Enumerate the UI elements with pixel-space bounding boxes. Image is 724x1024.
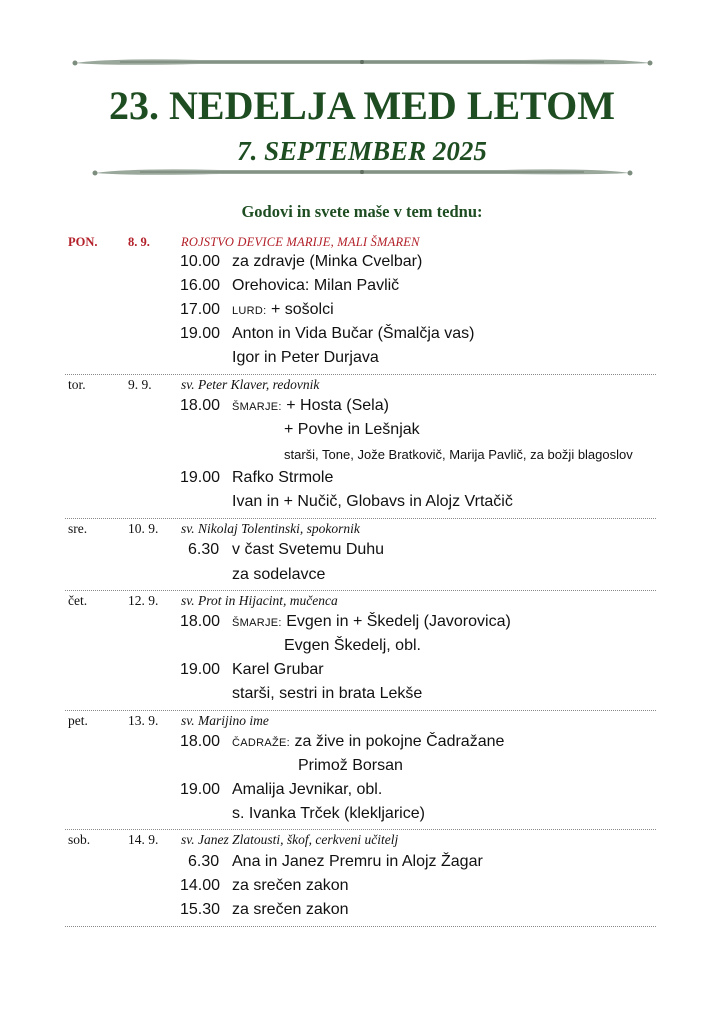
day-date: 9. 9.: [128, 377, 152, 392]
mass-intention: starši, Tone, Jože Bratkovič, Marija Pavlič, za božji blagoslov: [284, 447, 633, 462]
feast-name: sv. Peter Klaver, redovnik: [181, 377, 320, 392]
mass-intention: + Povhe in Lešnjak: [284, 421, 420, 438]
feast-name: sv. Prot in Hijacint, mučenca: [181, 593, 338, 608]
mass-time: 6.30: [188, 541, 220, 558]
mass-intention: Ana in Janez Premru in Alojz Žagar: [232, 853, 483, 870]
top-ornament-divider: [0, 52, 724, 72]
day-date: 12. 9.: [128, 593, 159, 608]
day-label: tor.: [68, 377, 86, 392]
mass-intention: + Hosta (Sela): [286, 397, 389, 414]
mass-intention: za žive in pokojne Čadražane: [294, 733, 505, 750]
mass-intention: Igor in Peter Durjava: [232, 349, 379, 366]
mass-time: 19.00: [180, 469, 221, 486]
mass-intention: Primož Borsan: [298, 757, 403, 774]
mass-location: ŠMARJE:: [232, 401, 282, 413]
mass-time: 17.00: [180, 301, 221, 318]
mass-intention: v čast Svetemu Duhu: [232, 541, 385, 558]
mass-intention: + sošolci: [270, 301, 334, 318]
feast-name: sv. Nikolaj Tolentinski, spokornik: [181, 521, 360, 536]
mass-time: 18.00: [180, 613, 221, 630]
day-separator: [65, 518, 656, 519]
mass-intention: za zdravje (Minka Cvelbar): [232, 253, 423, 270]
mass-intention: starši, sestri in brata Lekše: [232, 685, 423, 702]
day-label: PON.: [68, 235, 98, 249]
day-date: 14. 9.: [128, 832, 159, 847]
mass-time: 16.00: [180, 277, 221, 294]
mass-intention: Ivan in + Nučič, Globavs in Alojz Vrtačič: [232, 493, 513, 510]
mass-time: 19.00: [180, 781, 221, 798]
day-date: 13. 9.: [128, 713, 159, 728]
day-label: pet.: [68, 713, 88, 728]
mass-time: 19.00: [180, 661, 221, 678]
day-date: 10. 9.: [128, 521, 159, 536]
mass-intention: s. Ivanka Trček (klekljarice): [232, 805, 425, 822]
mass-intention: Karel Grubar: [232, 661, 324, 678]
mass-line: [232, 733, 504, 751]
mass-intention: Amalija Jevnikar, obl.: [232, 781, 383, 798]
day-separator: [65, 926, 656, 927]
mass-intention: za srečen zakon: [232, 901, 349, 918]
day-separator: [65, 590, 656, 591]
mass-intention: za sodelavce: [232, 566, 326, 583]
day-date: 8. 9.: [128, 235, 150, 249]
mass-time: 19.00: [180, 325, 221, 342]
mass-time: 14.00: [180, 877, 221, 894]
mass-time: 18.00: [180, 397, 221, 414]
mass-intention: Orehovica: Milan Pavlič: [232, 277, 400, 294]
day-label: sre.: [68, 521, 88, 536]
mass-location: ČADRAŽE:: [232, 737, 291, 749]
mass-intention: Evgen in + Škedelj (Javorovica): [286, 613, 511, 630]
mass-intention: Rafko Strmole: [232, 469, 334, 486]
day-separator: [65, 710, 656, 711]
mass-time: 18.00: [180, 733, 221, 750]
mass-intention: Evgen Škedelj, obl.: [284, 637, 421, 654]
mass-line: [232, 613, 511, 631]
mass-time: 10.00: [180, 253, 221, 270]
mass-time: 6.30: [188, 853, 220, 870]
page-title: 23. NEDELJA MED LETOM: [109, 83, 615, 128]
mass-line: [232, 397, 389, 415]
mass-location: LURD:: [232, 305, 267, 317]
day-label: čet.: [68, 593, 88, 608]
mass-time: 15.30: [180, 901, 221, 918]
page-date: 7. SEPTEMBER 2025: [237, 136, 487, 166]
day-label: sob.: [68, 832, 91, 847]
section-subtitle: Godovi in svete maše v tem tednu:: [241, 202, 483, 221]
day-separator: [65, 374, 656, 375]
day-separator: [65, 829, 656, 830]
mass-line: [232, 301, 334, 319]
feast-name: sv. Janez Zlatousti, škof, cerkveni učitelj: [181, 832, 399, 847]
mass-intention: za srečen zakon: [232, 877, 349, 894]
feast-name: ROJSTVO DEVICE MARIJE, MALI ŠMAREN: [181, 235, 420, 249]
feast-name: sv. Marijino ime: [181, 713, 269, 728]
mass-intention: Anton in Vida Bučar (Šmalčja vas): [232, 325, 475, 342]
mass-location: ŠMARJE:: [232, 617, 282, 629]
